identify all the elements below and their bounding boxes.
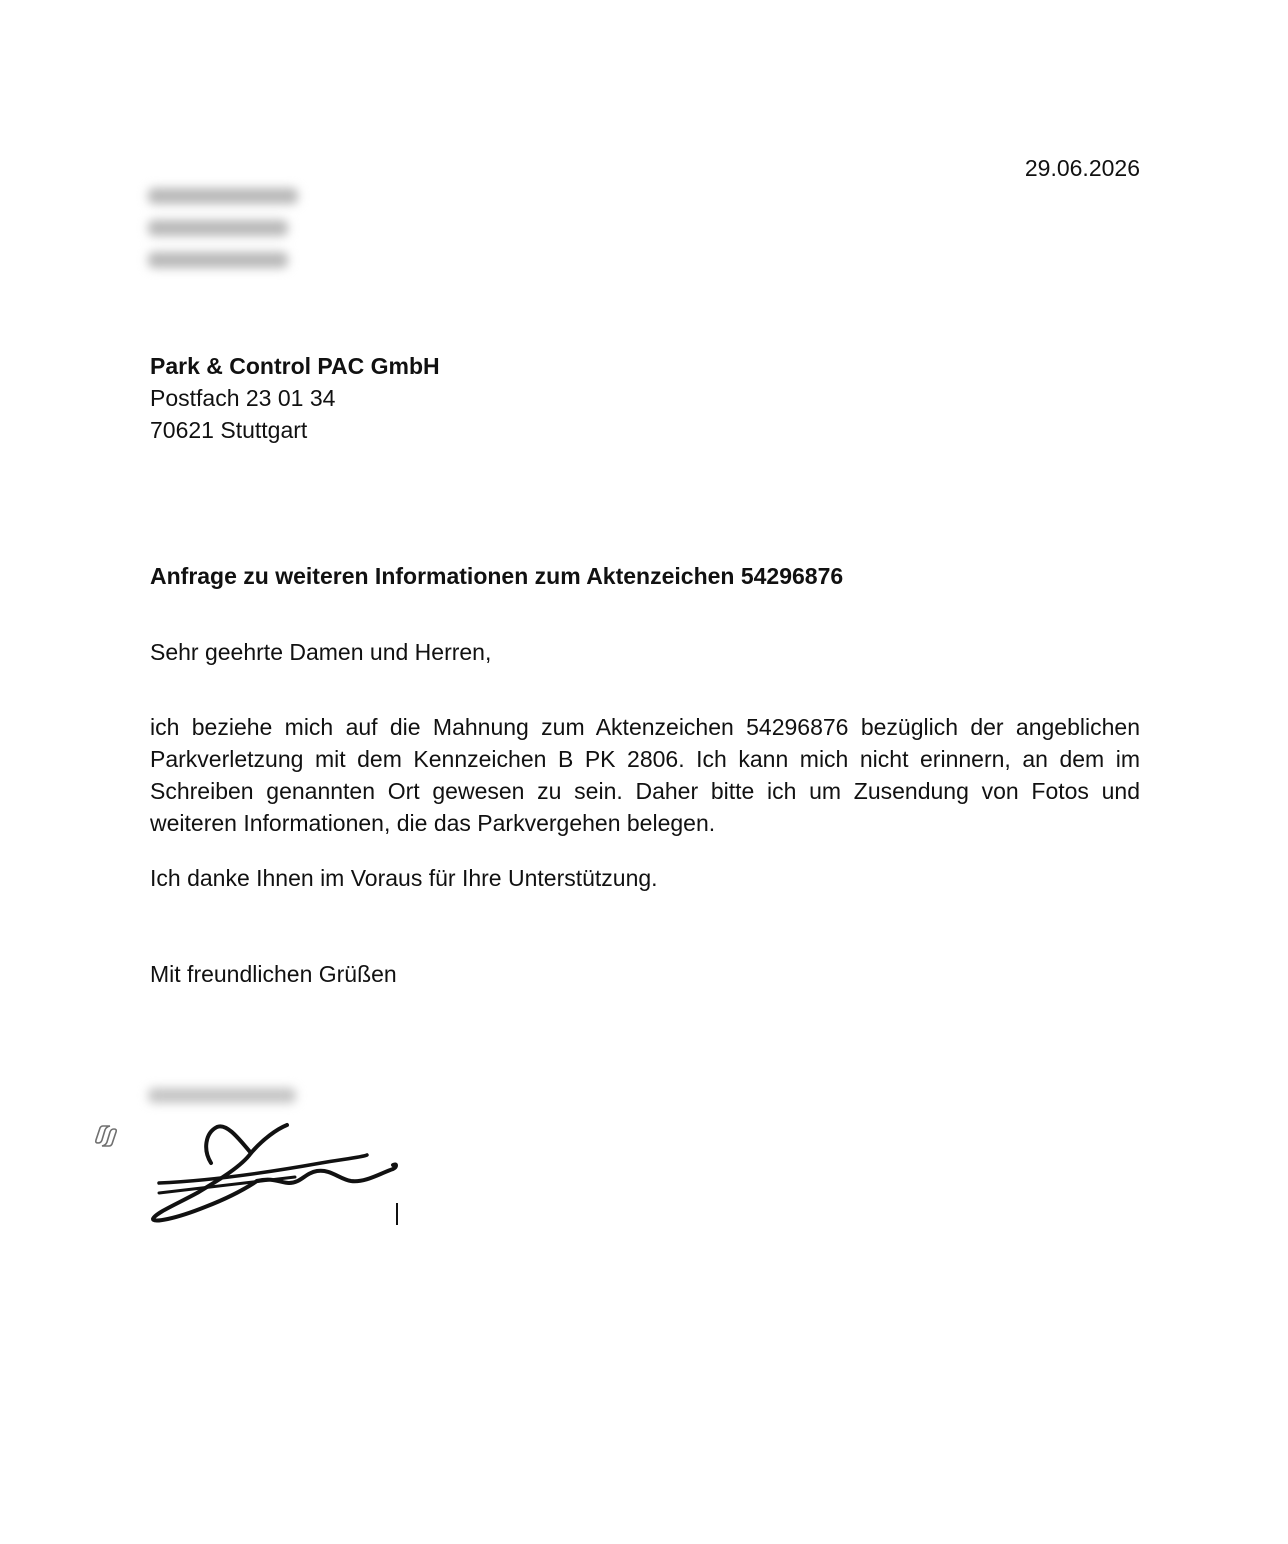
sender-address-redacted: [140, 180, 310, 290]
text-cursor: [396, 1203, 398, 1225]
letter-body-paragraph[interactable]: ich beziehe mich auf die Mahnung zum Aktenzeichen 54296876 bezüglich der angeblichen Parkverletzung mit dem Kennzeichen B PK 2806. Ich kann mich nicht erinnern, an dem im Schreiben genannten Ort gewesen zu sein. Daher bitte ich um Zusendung von Fotos und weiteren Informationen, die das Parkvergehen belegen.: [150, 714, 1140, 836]
letter-subject: Anfrage zu weiteren Informationen zum Aktenzeichen 54296876: [150, 563, 844, 589]
redacted-signer-line: [148, 1088, 296, 1103]
copilot-icon[interactable]: [90, 1120, 122, 1152]
letter-thanks: Ich danke Ihnen im Voraus für Ihre Unterstützung.: [150, 865, 658, 891]
redacted-sender-line: [148, 188, 298, 204]
recipient-line-2: 70621 Stuttgart: [150, 417, 308, 443]
letter-salutation: Sehr geehrte Damen und Herren,: [150, 639, 492, 665]
letter-date: 29.06.2026: [1024, 155, 1140, 181]
recipient-name: Park & Control PAC GmbH: [150, 353, 440, 379]
recipient-address: [150, 350, 440, 446]
letter-closing: Mit freundlichen Grüßen: [150, 961, 397, 987]
signer-name-redacted: [142, 1078, 302, 1112]
recipient-line-1: Postfach 23 01 34: [150, 385, 336, 411]
redacted-sender-line: [148, 220, 288, 236]
handwritten-signature: [145, 1115, 410, 1230]
redacted-sender-line: [148, 252, 288, 268]
